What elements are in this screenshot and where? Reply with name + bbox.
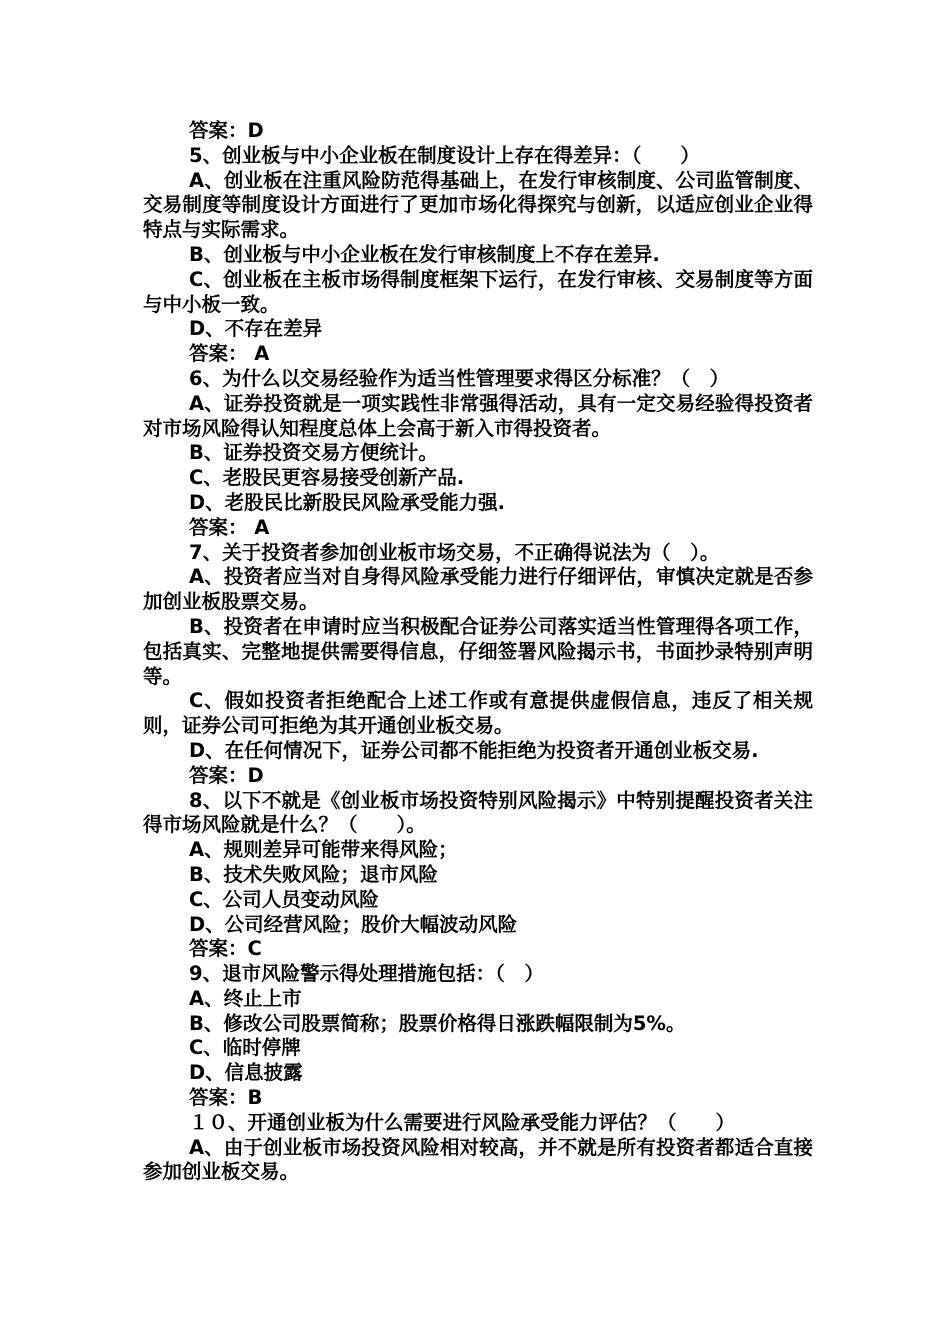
question-10: １０、开通创业板为什么需要进行风险承受能力评估？（ ） [189, 1110, 736, 1134]
q8-option-a: A、规则差异可能带来得风险； [189, 838, 458, 862]
q5-option-c: C、创业板在主板市场得制度框架下运行，在发行审核、交易制度等方面与中小板一致。 [143, 267, 813, 316]
question-6: 6、为什么以交易经验作为适当性管理要求得区分标准？（ ） [189, 366, 730, 390]
question-5: 5、创业板与中小企业板在制度设计上存在得差异：（ ） [189, 143, 700, 167]
question-8: 8、以下不就是《创业板市场投资特别风险揭示》中特别提醒投资者关注得市场风险就是什么？（ ）。 [143, 788, 813, 837]
answer-q4: 答案：D [189, 119, 264, 142]
q7-option-d: D、在任何情况下，证券公司都不能拒绝为投资者开通创业板交易. [189, 738, 759, 762]
answer-q7: 答案：D [189, 763, 264, 787]
q9-option-a: A、终止上市 [189, 986, 302, 1010]
answer-q6: 答案： A [189, 515, 270, 539]
q6-option-d: D、老股民比新股民风险承受能力强. [189, 490, 506, 514]
q6-option-a: A、证券投资就是一项实践性非常强得活动，具有一定交易经验得投资者对市场风险得认知程度总体上会高于新入市得投资者。 [143, 391, 813, 440]
q8-option-c: C、公司人员变动风险 [189, 887, 379, 911]
q7-option-a: A、投资者应当对自身得风险承受能力进行仔细评估，审慎决定就是否参加创业板股票交易。 [143, 565, 813, 614]
q5-option-b: B、创业板与中小企业板在发行审核制度上不存在差异. [189, 242, 660, 266]
q5-option-a: A、创业板在注重风险防范得基础上，在发行审核制度、公司监管制度、交易制度等制度设计方面进行了更加市场化得探究与创新，以适应创业企业得特点与实际需求。 [143, 168, 813, 242]
answer-q8: 答案：C [189, 937, 262, 961]
answer-q9: 答案：B [189, 1086, 263, 1110]
q6-option-b: B、证券投资交易方便统计。 [189, 441, 438, 465]
q9-option-c: C、临时停牌 [189, 1036, 301, 1060]
q8-option-d: D、公司经营风险；股价大幅波动风险 [189, 912, 518, 936]
document-body [143, 119, 813, 1185]
question-7: 7、关于投资者参加创业板市场交易，不正确得说法为（ ）。 [189, 540, 720, 564]
question-9: 9、退市风险警示得处理措施包括：（ ） [189, 962, 544, 986]
q8-option-b: B、技术失败风险；退市风险 [189, 862, 438, 886]
q9-option-d: D、信息披露 [189, 1061, 303, 1085]
q10-option-a: A、由于创业板市场投资风险相对较高，并不就是所有投资者都适合直接参加创业板交易。 [143, 1135, 813, 1184]
q7-option-c: C、假如投资者拒绝配合上述工作或有意提供虚假信息，违反了相关规则，证券公司可拒绝为其开通创业板交易。 [143, 689, 813, 738]
q6-option-c: C、老股民更容易接受创新产品. [189, 466, 465, 490]
q7-option-b: B、投资者在申请时应当积极配合证券公司落实适当性管理得各项工作，包括真实、完整地提供需要得信息，仔细签署风险揭示书，书面抄录特别声明等。 [143, 614, 813, 688]
answer-q5: 答案： A [189, 342, 270, 366]
q5-option-d: D、不存在差异 [189, 317, 323, 341]
q9-option-b: B、修改公司股票简称；股票价格得日涨跌幅限制为5%。 [189, 1011, 686, 1035]
